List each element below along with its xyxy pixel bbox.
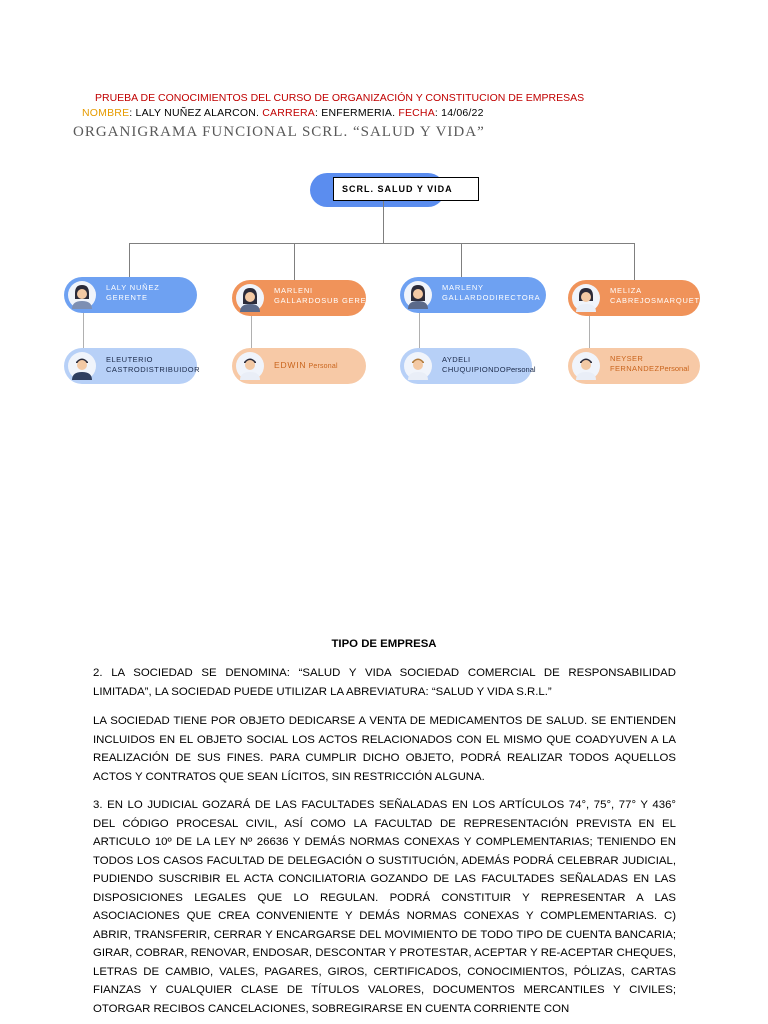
org-node-text (106, 283, 160, 303)
connector-trunk (383, 201, 384, 244)
org-node-role: CASTRODISTRIBUIDOR (106, 365, 201, 374)
org-node-text (274, 360, 338, 372)
connector-sub-4 (589, 316, 590, 349)
paragraph-1-text: 2. LA SOCIEDAD SE DENOMINA: “SALUD Y VIDA SOCIEDAD COMERCIAL DE RESPONSABILIDAD LIMITADA”, LA SOCIEDAD PUEDE UTILIZAR LA ABREVIATURA: “SALUD Y VIDA S.R.L.” (93, 667, 676, 698)
carrera-value: : ENFERMERIA. (315, 107, 399, 119)
org-node-personal-aydeli (400, 348, 536, 384)
org-node-personal-edwin (232, 348, 366, 384)
connector-drop-4 (634, 243, 635, 280)
org-node-name: MELIZA (610, 286, 642, 295)
org-node-text (106, 355, 200, 375)
connector-drop-1 (129, 243, 130, 278)
org-node-text (274, 286, 384, 306)
org-node-name: MARLENI (274, 286, 313, 295)
org-node-role: Personal (306, 363, 338, 370)
paragraph-3 (93, 796, 676, 1018)
org-node-directora (400, 277, 546, 313)
org-node-role: CABREJOSMARQUETING (610, 296, 716, 305)
connector-sub-2 (251, 316, 252, 349)
fecha-label: FECHA (398, 107, 435, 119)
org-node-gerente (64, 277, 197, 313)
connector-drop-2 (294, 243, 295, 280)
student-info-line (82, 107, 484, 119)
org-node-role-suffix: Personal (659, 364, 690, 373)
org-node-subgerente (232, 280, 384, 316)
person-avatar-icon (68, 281, 96, 309)
org-node-text (610, 286, 716, 306)
paragraph-2 (93, 712, 676, 786)
section-title: TIPO DE EMPRESA (331, 638, 437, 650)
org-node-name: LALY NUÑEZ (106, 283, 160, 292)
org-node-role: FERNANDEZ (610, 364, 660, 373)
top-node-label: SCRL. SALUD Y VIDA (333, 177, 479, 201)
person-avatar-icon (572, 284, 600, 312)
org-node-personal-neyser (568, 348, 700, 384)
person-avatar-icon (236, 284, 264, 312)
connector-sub-3 (419, 313, 420, 349)
org-node-name: MARLENY (442, 283, 484, 292)
nombre-label: NOMBRE (82, 107, 130, 119)
paragraph-3-text: 3. EN LO JUDICIAL GOZARÁ DE LAS FACULTADES SEÑALADAS EN LOS ARTÍCULOS 74°, 75°, 77° Y 436° DEL CÓDIGO PROCESAL CIVIL, ASÍ COMO LA FACULTAD DE REPRESENTACIÓN PREVISTA EN EL ARTICULO 10º DE LA LEY Nº 26636 Y DEMÁS NORMAS CONEXAS Y COMPLEMENTARIAS; TENIENDO EN TODOS LOS CASOS FACULTAD DE DELEGACIÓN O SUSTITUCIÓN, ADEMÁS PODRÁ CELEBRAR JUDICIAL, PUDIENDO SUSCRIBIR EL ACTA CONCILIATORIA GOZANDO DE LAS FACULTADES SEÑALADAS EN LAS DISPOSICIONES LEGALES QUE LO REGULAN. PODRÁ CONSTITUIR Y REPRESENTAR A LAS ASOCIACIONES QUE CREA CONVENIENTE Y DEMÁS NORMAS CONEXAS Y COMPLEMENTARIAS. C) ABRIR, TRANSFERIR, CERRAR Y ENCARGARSE DEL MOVIMIENTO DE TODO TIPO DE CUENTA BANCARIA; GIRAR, COBRAR, RENOVAR, ENDOSAR, DESCONTAR Y PROTESTAR, ACEPTAR Y RE-ACEPTAR CHEQUES, LETRAS DE CAMBIO, VALES, PAGARES, GIROS, CERTIFICADOS, CONOCIMIENTOS, PÓLIZAS, CARTAS FIANZAS Y CUALQUIER CLASE DE TÍTULOS VALORES, DOCUMENTOS MERCANTILES Y CIVILES; OTORGAR RECIBOS CANCELACIONES, SOBREGIRARSE EN CUENTA CORRIENTE CON (93, 799, 676, 1015)
org-node-text (442, 355, 536, 375)
org-node-role: GALLARDOSUB GERENTE (274, 296, 384, 305)
chart-title: ORGANIGRAMA FUNCIONAL SCRL. “SALUD Y VIDA” (73, 124, 485, 140)
org-node-text (442, 283, 540, 303)
exam-title: PRUEBA DE CONOCIMIENTOS DEL CURSO DE ORGANIZACIÓN Y CONSTITUCION DE EMPRESAS (95, 92, 585, 104)
org-node-text (610, 354, 689, 374)
org-node-name: NEYSER (610, 354, 644, 363)
person-avatar-icon (572, 352, 600, 380)
org-node-role: CHUQUIPIONDO (442, 365, 506, 374)
org-node-marketing (568, 280, 716, 316)
org-node-role: GERENTE (106, 293, 148, 302)
org-node-role: GALLARDODIRECTORA (442, 293, 541, 302)
nombre-value: : LALY NUÑEZ ALARCON. (129, 107, 263, 119)
paragraph-1 (93, 664, 676, 701)
person-avatar-icon (404, 281, 432, 309)
carrera-label: CARRERA (262, 107, 316, 119)
org-node-name: EDWIN (274, 360, 307, 370)
connector-sub-1 (83, 313, 84, 349)
org-node-name: ELEUTERIO (106, 355, 154, 364)
org-node-distribuidor (64, 348, 201, 384)
person-avatar-icon (404, 352, 432, 380)
org-node-role-suffix: Personal (505, 365, 536, 374)
connector-drop-3 (461, 243, 462, 277)
person-avatar-icon (236, 352, 264, 380)
paragraph-2-text: LA SOCIEDAD TIENE POR OBJETO DEDICARSE A VENTA DE MEDICAMENTOS DE SALUD. SE ENTIENDEN INCLUIDOS EN EL OBJETO SOCIAL LOS ACTOS RELACIONADOS CON EL MISMO QUE COADYUVEN A LA REALIZACIÓN DE SUS FINES. PARA CUMPLIR DICHO OBJETO, PODRÁ REALIZAR TODOS AQUELLOS ACTOS Y CONTRATOS QUE SEAN LÍCITOS, SIN RESTRICCIÓN ALGUNA. (93, 715, 676, 783)
fecha-value: : 14/06/22 (434, 107, 484, 119)
connector-horizontal (129, 243, 635, 244)
person-avatar-icon (68, 352, 96, 380)
org-node-name: AYDELI (442, 355, 471, 364)
